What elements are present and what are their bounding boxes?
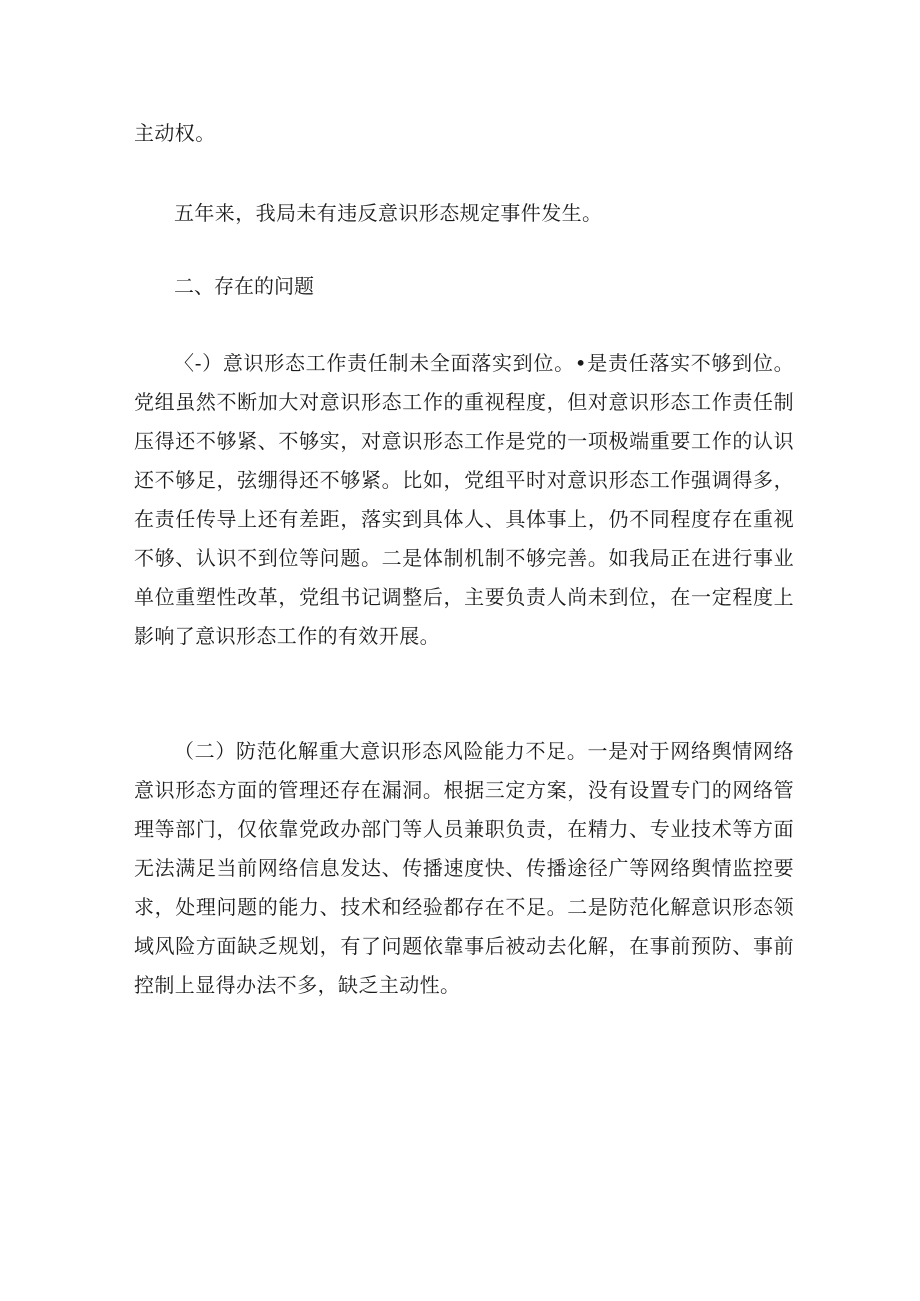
paragraph-continuation: 主动权。 [134,121,216,145]
paragraph-issue-1: 〈-）意识形态工作责任制未全面落实到位。•是责任落实不够到位。党组虽然不断加大对意识形态工作的重视程度，但对意识形态工作责任制压得还不够紧、不够实，对意识形态工作是党的一项极端重要工作的认识还不够足，弦绷得还不够紧。比如，党组平时对意识形态工作强调得多，在责任传导上还有差距，落实到具体人、具体事上，仍不同程度存在重视不够、认识不到位等问题。二是体制机制不够完善。如我局正在进行事业单位重塑性改革，党组书记调整后，主要负责人尚未到位，在一定程度上影响了意识形态工作的有效开展。 [134,351,794,648]
paragraph-issue-2: （二）防范化解重大意识形态风险能力不足。一是对于网络舆情网络意识形态方面的管理还存在漏洞。根据三定方案，没有设置专门的网络管理等部门，仅依靠党政办部门等人员兼职负责，在精力、专业技术等方面无法满足当前网络信息发达、传播速度快、传播途径广等网络舆情监控要求，处理问题的能力、技术和经验都存在不足。二是防范化解意识形态领域风险方面缺乏规划，有了问题依靠事后被动去化解，在事前预防、事前控制上显得办法不多，缺乏主动性。 [134,739,794,997]
section-heading: 二、存在的问题 [174,274,314,298]
paragraph-summary: 五年来，我局未有违反意识形态规定事件发生。 [174,201,603,225]
